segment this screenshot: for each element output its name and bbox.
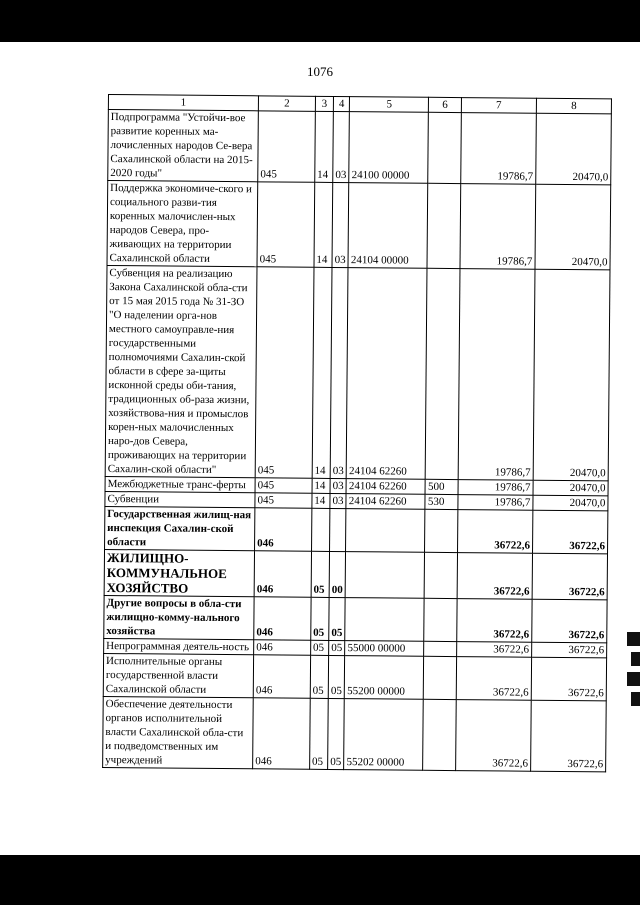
section-code-cell xyxy=(311,508,330,551)
amount-cell-col8: 20470,0 xyxy=(533,269,610,481)
amount-cell-col8: 20470,0 xyxy=(533,480,608,496)
table-row xyxy=(104,595,607,642)
amount-cell-col7: 19786,7 xyxy=(458,480,533,496)
table-row xyxy=(103,653,606,700)
row-name-cell: Исполнительные органы государственной власти Сахалинской области xyxy=(103,653,253,697)
subsection-code-cell: 05 xyxy=(328,698,345,769)
amount-cell-col7: 36722,6 xyxy=(456,642,531,658)
expense-type-cell: 500 xyxy=(425,479,458,494)
target-article-cell xyxy=(345,598,424,642)
subsection-code-cell: 03 xyxy=(330,478,346,493)
target-article-cell: 24104 00000 xyxy=(348,183,428,269)
row-name-cell: Субвенция на реализацию Закона Сахалинской обла-сти от 15 мая 2015 года № 31-ЗО "О наделении орга-нов местного самоуправле-ния государственными полномочиями Сахалин-ской области в сфере за-щиты исконной среды оби-тания, традиционных об-раза жизни, хозяйствова-ния и промыслов корен-ных малочисленных наро-дов Севера, проживающих на территории Сахалин-ской области" xyxy=(105,265,257,477)
target-article-cell xyxy=(346,509,425,553)
table-row xyxy=(105,506,608,553)
expense-type-cell xyxy=(423,699,456,770)
section-code-cell: 05 xyxy=(311,551,330,597)
subsection-code-cell xyxy=(330,508,347,551)
target-article-cell: 55200 00000 xyxy=(345,656,424,700)
section-code-cell: 05 xyxy=(309,698,328,769)
target-article-cell: 24104 62260 xyxy=(346,268,427,480)
subsection-code-cell: 00 xyxy=(329,551,346,597)
subsection-code-cell: 03 xyxy=(330,493,346,508)
section-code-cell: 14 xyxy=(314,182,333,267)
row-name-cell: ЖИЛИЩНО-КОММУНАЛЬНОЕ ХОЗЯЙСТВО xyxy=(104,549,254,596)
row-name-cell: Подпрограмма "Устойчи-вое развитие коренных ма-лочисленных народов Се-вера Сахалинской области на 2015-2020 годы" xyxy=(108,110,259,182)
target-article-cell: 55202 00000 xyxy=(344,699,424,771)
amount-cell-col7: 36722,6 xyxy=(457,599,532,643)
target-article-cell: 24100 00000 xyxy=(349,112,429,184)
col-header: 5 xyxy=(350,97,429,113)
amount-cell-col8: 36722,6 xyxy=(532,553,608,600)
expense-type-cell xyxy=(424,598,457,641)
section-code-cell: 14 xyxy=(312,493,330,508)
col-header: 4 xyxy=(333,96,349,111)
expense-type-cell xyxy=(427,183,460,268)
subsection-code-cell: 03 xyxy=(333,111,350,182)
table-row xyxy=(107,181,611,270)
subsection-code-cell: 05 xyxy=(329,640,345,655)
amount-cell-col7: 36722,6 xyxy=(457,553,532,600)
ved-code-cell: 045 xyxy=(255,478,312,493)
expense-type-cell: 530 xyxy=(425,494,458,509)
ved-code-cell: 045 xyxy=(257,182,315,267)
scan-edge-marks xyxy=(627,632,640,712)
budget-table xyxy=(102,94,612,772)
col-header: 8 xyxy=(536,98,611,114)
expense-type-cell xyxy=(426,268,460,479)
amount-cell-col7: 36722,6 xyxy=(456,657,531,701)
table-row xyxy=(103,696,607,771)
amount-cell-col8: 36722,6 xyxy=(531,657,606,701)
table-row xyxy=(105,265,610,480)
amount-cell-col7: 36722,6 xyxy=(455,700,531,772)
ved-code-cell: 046 xyxy=(253,655,310,698)
section-code-cell: 05 xyxy=(310,655,329,698)
ved-code-cell: 046 xyxy=(254,597,311,640)
target-article-cell xyxy=(345,552,424,599)
section-code-cell: 05 xyxy=(310,640,328,655)
section-code-cell: 14 xyxy=(312,478,330,493)
row-name-cell: Обеспечение деятельности органов исполнительной власти Сахалинской обла-сти и подведомственных им учреждений xyxy=(103,696,254,768)
amount-cell-col8: 36722,6 xyxy=(531,642,606,658)
expense-type-cell xyxy=(425,509,458,552)
amount-cell-col7: 19786,7 xyxy=(458,495,533,511)
ved-code-cell: 046 xyxy=(254,640,311,655)
row-name-cell: Поддержка экономиче-ского и социального разви-тия коренных малочислен-ных народов Севера, про-живающих на территории Сахалинской области xyxy=(107,181,258,267)
amount-cell-col7: 19786,7 xyxy=(460,184,536,270)
section-code-cell: 14 xyxy=(315,111,334,182)
subsection-code-cell: 05 xyxy=(329,597,346,640)
amount-cell-col7: 19786,7 xyxy=(461,113,537,185)
expense-type-cell xyxy=(424,641,457,656)
row-name-cell: Субвенции xyxy=(105,491,255,507)
col-header: 7 xyxy=(461,98,536,114)
amount-cell-col8: 20470,0 xyxy=(535,184,611,270)
amount-cell-col8: 36722,6 xyxy=(530,700,606,772)
col-header: 3 xyxy=(315,96,333,111)
col-header: 1 xyxy=(108,95,258,111)
ved-code-cell: 045 xyxy=(255,493,312,508)
amount-cell-col8: 36722,6 xyxy=(532,510,607,554)
col-header: 2 xyxy=(258,96,315,111)
amount-cell-col8: 20470,0 xyxy=(533,495,608,511)
row-name-cell: Другие вопросы в обла-сти жилищно-комму-нального хозяйства xyxy=(104,595,254,639)
target-article-cell: 55000 00000 xyxy=(345,641,424,657)
table-row xyxy=(104,549,607,599)
row-name-cell: Государственная жилищ-ная инспекция Сахалин-ской области xyxy=(105,506,255,550)
expense-type-cell xyxy=(424,656,457,699)
target-article-cell: 24104 62260 xyxy=(346,494,425,510)
scan-bottom-border xyxy=(0,855,640,905)
page-number: 1076 xyxy=(307,64,333,79)
ved-code-cell: 045 xyxy=(255,267,314,478)
expense-type-cell xyxy=(428,112,461,183)
section-code-cell: 05 xyxy=(311,597,330,640)
section-code-cell: 14 xyxy=(312,267,332,478)
amount-cell-col7: 19786,7 xyxy=(458,269,535,481)
amount-cell-col8: 36722,6 xyxy=(532,599,607,643)
ved-code-cell: 046 xyxy=(253,698,310,769)
subsection-code-cell: 03 xyxy=(330,267,348,478)
row-name-cell: Непрограммная деятель-ность xyxy=(104,638,254,654)
target-article-cell: 24104 62260 xyxy=(346,479,425,495)
table-row xyxy=(108,110,612,185)
amount-cell-col7: 36722,6 xyxy=(457,510,532,554)
ved-code-cell: 045 xyxy=(258,111,315,182)
subsection-code-cell: 05 xyxy=(328,655,345,698)
subsection-code-cell: 03 xyxy=(332,182,349,267)
ved-code-cell: 046 xyxy=(254,551,311,597)
row-name-cell: Межбюджетные транс-ферты xyxy=(105,476,255,492)
scan-top-border xyxy=(0,0,640,42)
expense-type-cell xyxy=(425,552,458,598)
col-header: 6 xyxy=(429,97,462,112)
amount-cell-col8: 20470,0 xyxy=(536,113,612,185)
ved-code-cell: 046 xyxy=(255,508,312,551)
